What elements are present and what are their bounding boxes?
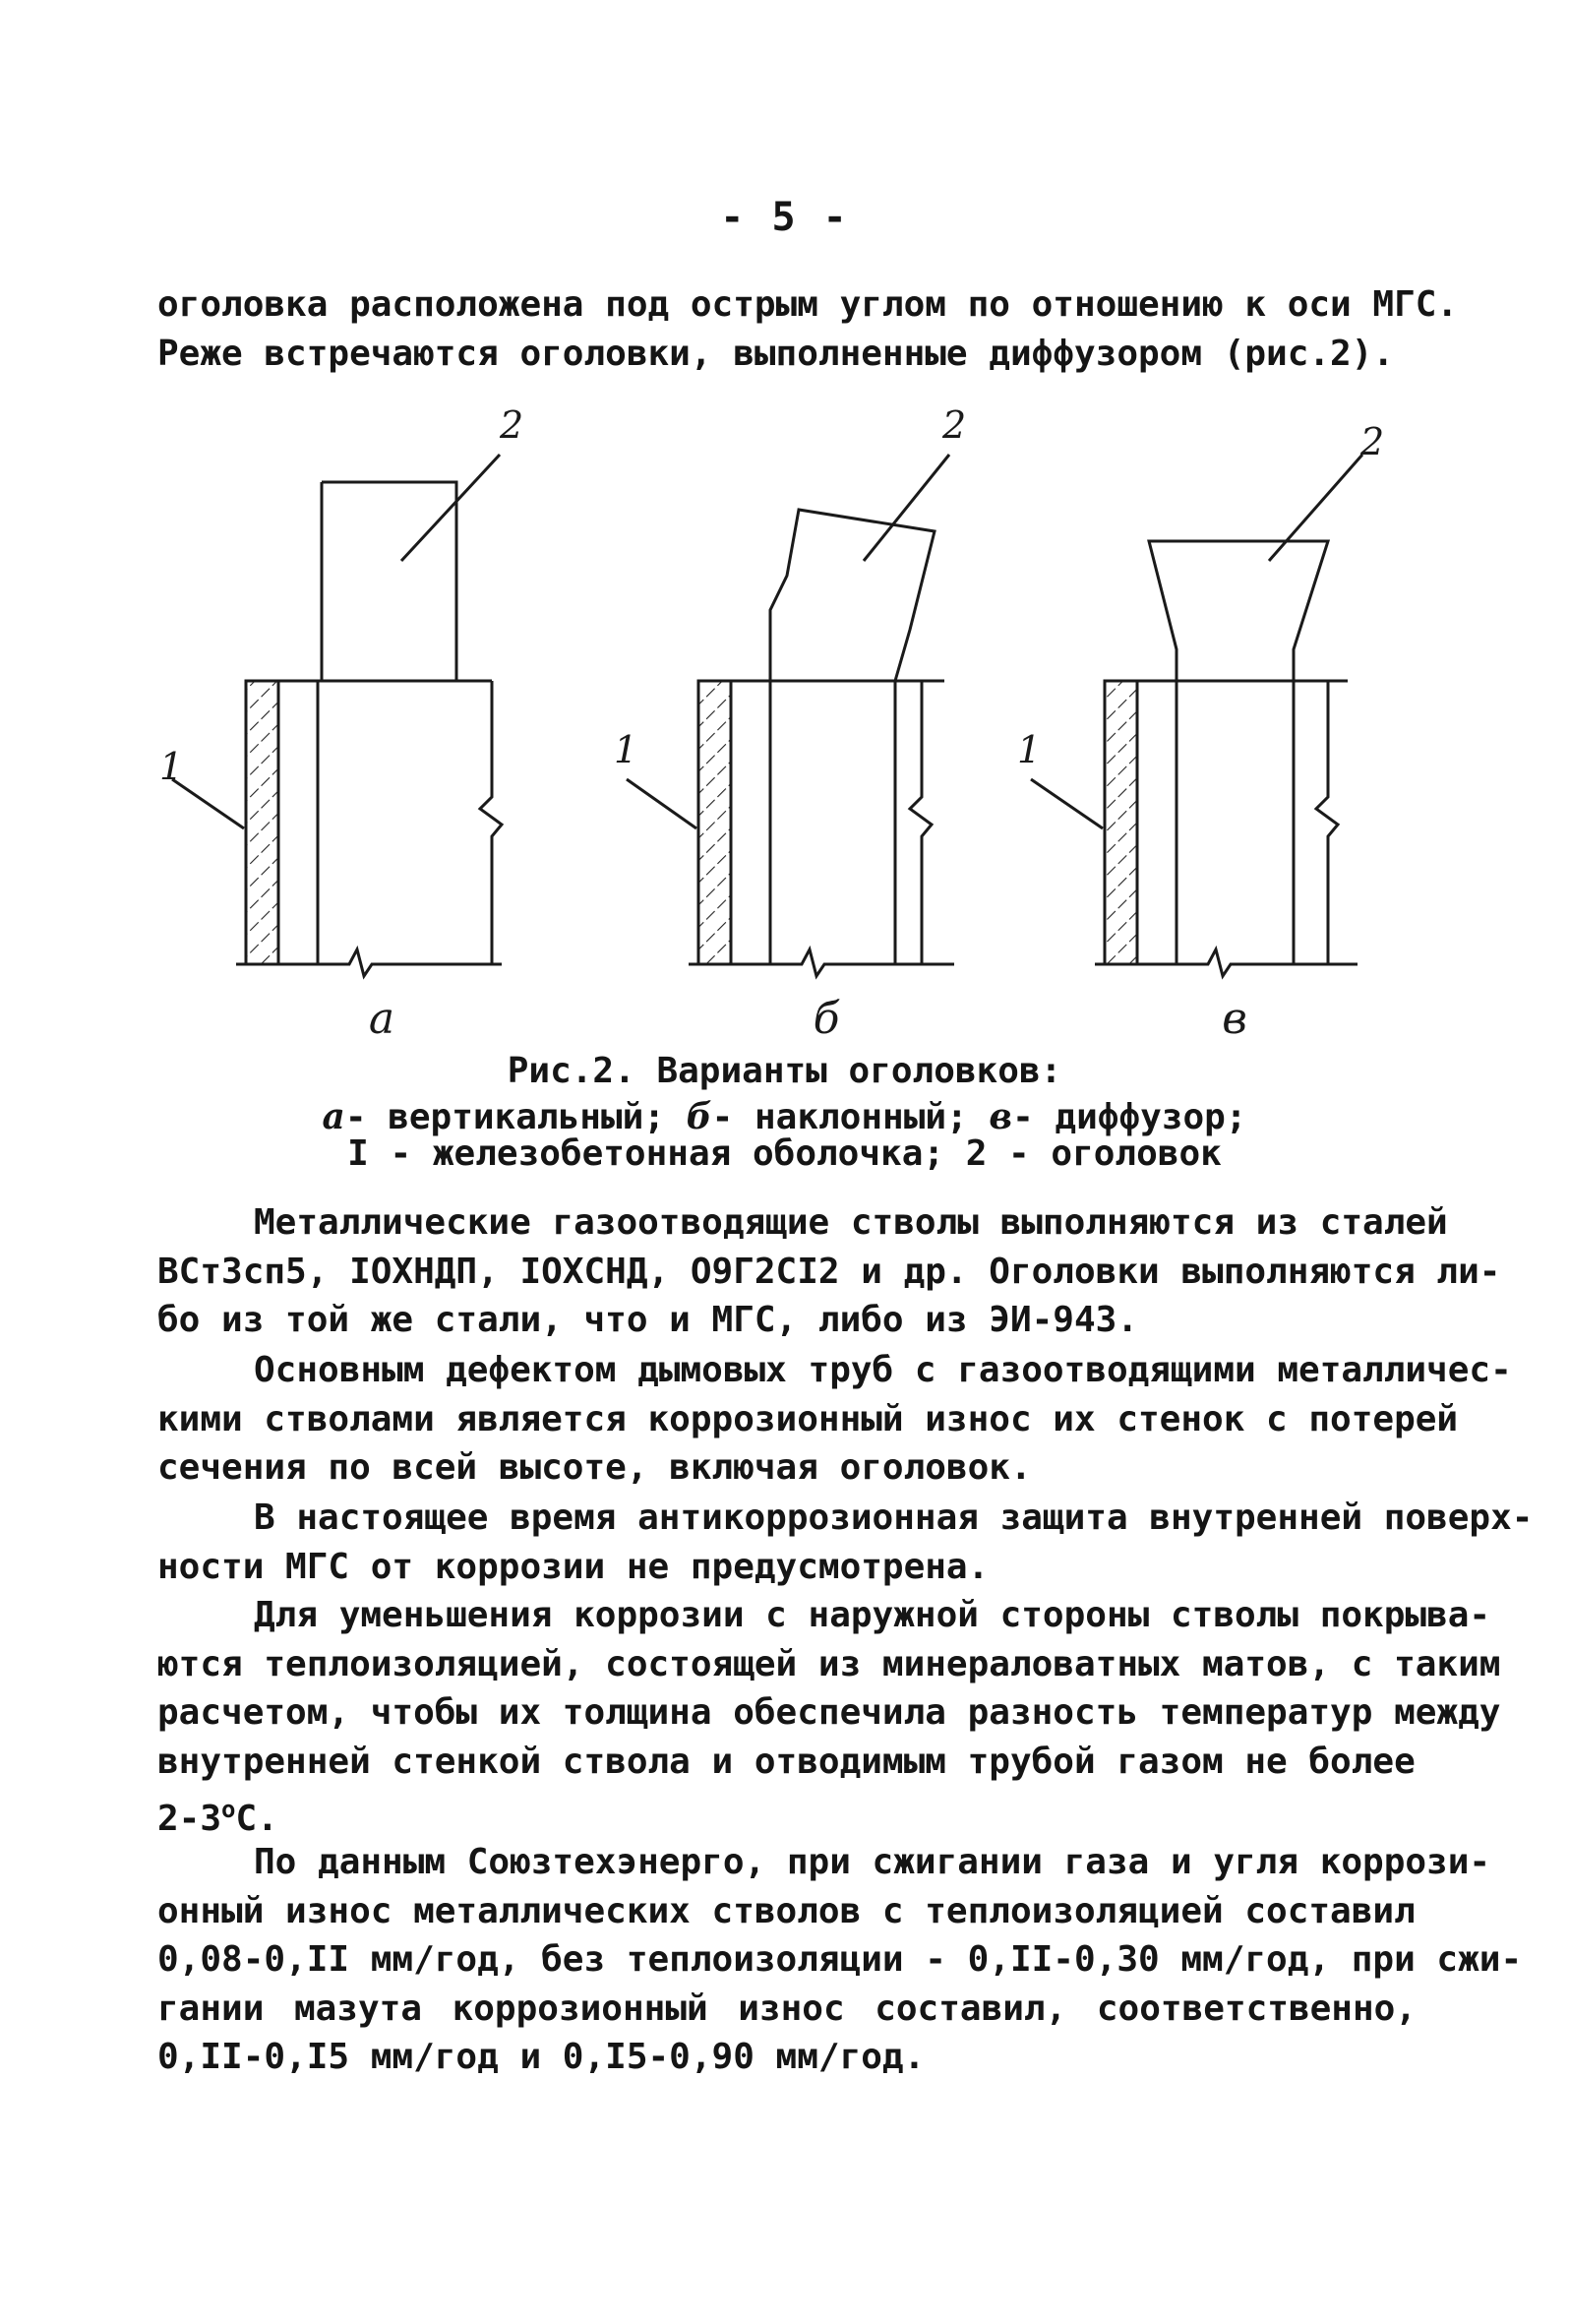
text-line: ВСт3сп5, IОХНДП, IОХСНД, О9Г2СI2 и др. Оголовки выполняются ли-: [157, 1251, 1501, 1292]
callout-1-v: 1: [1017, 728, 1042, 771]
panel-letter-b: б: [813, 994, 840, 1044]
callout-2-b: 2: [942, 403, 967, 447]
text-line: онный износ металлических стволов с теплоизоляцией составил: [157, 1890, 1416, 1931]
text-line: В настоящее время антикоррозионная защита внутренней поверх-: [254, 1498, 1534, 1538]
paragraph-3: [157, 1494, 1534, 1591]
text-line: сечения по всей высоте, включая оголовок.: [157, 1447, 1032, 1488]
text-line-temperature: $2-3^оС$.: [157, 1796, 278, 1839]
legend-text-b: - наклонный;: [711, 1097, 968, 1137]
page-number: - 5 -: [720, 195, 849, 240]
figure-caption-legend: [0, 1096, 1569, 1137]
text-line-justified: гании мазута коррозионный износ составил, соответственно,: [157, 1988, 1417, 2029]
text-line: 0,II-0,I5 мм/год и 0,I5-0,90 мм/год.: [157, 2037, 926, 2077]
paragraph-5: [157, 1838, 1523, 2082]
legend-text-v: - диффузор;: [1012, 1097, 1247, 1137]
text-line: Реже встречаются оголовки, выполненные диффузором (рис.2).: [157, 333, 1395, 374]
figure-caption-key: I - железобетонная оболочка; 2 - оголовок: [347, 1133, 1222, 1174]
headpiece-diffuser: [1149, 541, 1328, 681]
panel-letter-a: а: [368, 994, 395, 1044]
paragraph-2: [157, 1346, 1512, 1493]
figure-chimney-headpieces: [0, 0, 1569, 1053]
callout-2-v: 2: [1360, 420, 1385, 463]
legend-letter-a: а: [322, 1096, 345, 1137]
panel-v-diffuser: [1031, 455, 1362, 976]
text-line: По данным Союзтехэнерго, при сжигании газа и угля коррози-: [254, 1842, 1491, 1882]
paragraph-4: [157, 1591, 1501, 1844]
callout-1-a: 1: [159, 745, 184, 788]
panel-b-inclined: [627, 455, 954, 976]
text-line: 0,08-0,II мм/год, без теплоизоляции - 0,II-0,30 мм/год, при сжи-: [157, 1939, 1523, 1980]
panel-letter-v: в: [1222, 994, 1247, 1044]
legend-text-a: - вертикальный;: [344, 1097, 665, 1137]
text-line: оголовка расположена под острым углом по отношению к оси МГС.: [157, 284, 1459, 325]
concrete-shell: [698, 681, 731, 964]
concrete-shell: [1105, 681, 1137, 964]
text-line: Основным дефектом дымовых труб с газоотводящими металличес-: [254, 1350, 1512, 1390]
callout-2-a: 2: [500, 403, 524, 447]
text-line: расчетом, чтобы их толщина обеспечила разность температур между: [157, 1692, 1501, 1733]
concrete-shell: [246, 681, 278, 964]
text-line: ности МГС от коррозии не предусмотрена.: [157, 1546, 990, 1587]
text-line: Для уменьшения коррозии с наружной стороны стволы покрыва-: [254, 1595, 1491, 1635]
panel-a-vertical: [172, 455, 502, 976]
figure-caption-title: Рис.2. Варианты оголовков:: [507, 1051, 1062, 1091]
callout-1-b: 1: [614, 728, 638, 771]
headpiece-vertical: [322, 482, 456, 681]
text-line: бо из той же стали, что и МГС, либо из ЭИ-943.: [157, 1300, 1138, 1340]
legend-letter-b: б: [686, 1096, 712, 1137]
headpiece-inclined: [770, 510, 935, 681]
text-line: ются теплоизоляцией, состоящей из минераловатных матов, с таким: [157, 1643, 1501, 1684]
text-line: внутренней стенкой ствола и отводимым трубой газом не более: [157, 1741, 1416, 1782]
legend-letter-v: в: [989, 1096, 1013, 1137]
text-line: Металлические газоотводящие стволы выполняются из сталей: [254, 1202, 1448, 1243]
paragraph-1: [157, 1198, 1501, 1345]
text-line: кими стволами является коррозионный износ их стенок с потерей: [157, 1398, 1459, 1439]
